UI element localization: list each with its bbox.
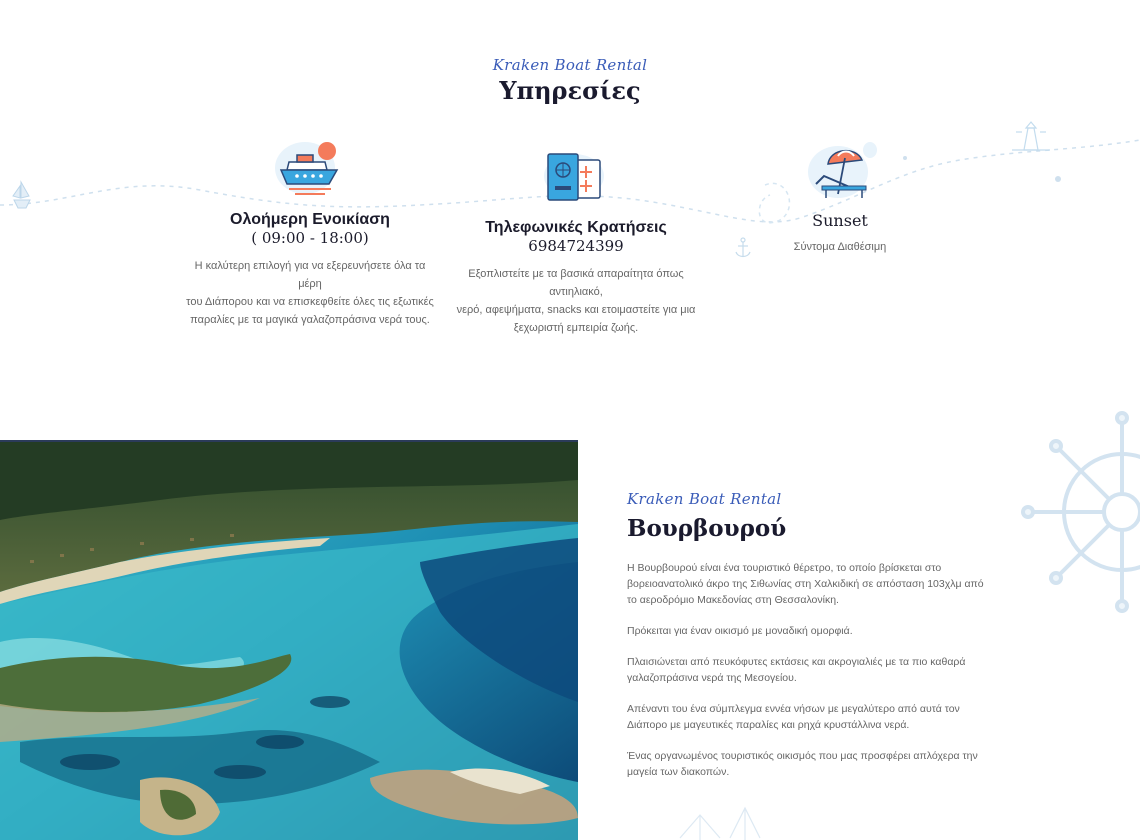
about-paragraph: Η Βουρβουρού είναι ένα τουριστικό θέρετρο, το οποίο βρίσκεται στο βορειοανατολικό άκρο της Σιθωνίας στη Χαλκιδική σε απόσταση 103χλμ από το αεροδρόμιο Μακεδονίας στη Θεσσαλονίκη.: [627, 562, 984, 606]
service-card-sunset: [760, 142, 920, 256]
about-script-title: Kraken Boat Rental: [627, 490, 782, 508]
about-paragraph: Απέναντι του ένα σύμπλεγμα εννέα νήσων με μεγαλύτερο από αυτά τον Διάπορο με μαγευτικές παραλίες και ρηχά κρυστάλλινα νερά.: [627, 703, 960, 731]
passport-tickets-icon: [538, 150, 614, 206]
services-header: [0, 56, 1140, 105]
about-paragraph: Ένας οργανωμένος τουριστικός οικισμός που μας προσφέρει απλόχερα την μαγεία των διακοπών.: [627, 750, 978, 778]
ship-wheel-icon: [1022, 412, 1140, 612]
service-hours: ( 09:00 - 18:00): [251, 229, 369, 247]
service-title: Ολοήμερη Ενοικίαση: [230, 211, 390, 228]
service-description: Η καλύτερη επιλογή για να εξερευνήσετε όλα τα μέρη του Διάπορου και να επισκεφθείτε όλες τις εξωτικές παραλίες με τα μαγικά γαλαζοπράσινα νερά τους.: [186, 260, 434, 326]
about-section: [627, 490, 987, 780]
about-paragraph: Πρόκειται για έναν οικισμό με μοναδική ομορφιά.: [627, 625, 853, 637]
service-card-full-day-rental: [185, 138, 435, 329]
cruise-ship-icon: [275, 138, 345, 204]
about-heading: Βουρβουρού: [627, 515, 787, 542]
about-paragraph: Πλαισιώνεται από πευκόφυτες εκτάσεις και ακρογιαλιές με τα πιο καθαρά γαλαζοπράσινα νερά της Μεσογείου.: [627, 656, 966, 684]
services-heading: Υπηρεσίες: [499, 76, 641, 105]
service-title: Τηλεφωνικές Κρατήσεις: [485, 219, 667, 236]
service-title: Sunset: [812, 211, 868, 230]
service-card-phone-bookings: [445, 150, 707, 337]
service-description: Εξοπλιστείτε με τα βασικά απαραίτητα όπως αντιηλιακό, νερό, αφεψήματα, snacks και ετοιμαστείτε για μια ξεχωριστή εμπειρία ζωής.: [456, 268, 696, 334]
service-description: Σύντομα Διαθέσιμη: [793, 241, 887, 253]
ship-sketch-icon: [680, 808, 760, 840]
sailboat-icon: [13, 182, 30, 208]
aerial-coast-photo: [0, 440, 578, 840]
services-script-title: Kraken Boat Rental: [492, 56, 648, 74]
anchor-icon: [736, 238, 750, 257]
lighthouse-icon: [1012, 122, 1050, 150]
service-phone: 6984724399: [528, 237, 624, 255]
beach-umbrella-icon: [800, 142, 880, 204]
